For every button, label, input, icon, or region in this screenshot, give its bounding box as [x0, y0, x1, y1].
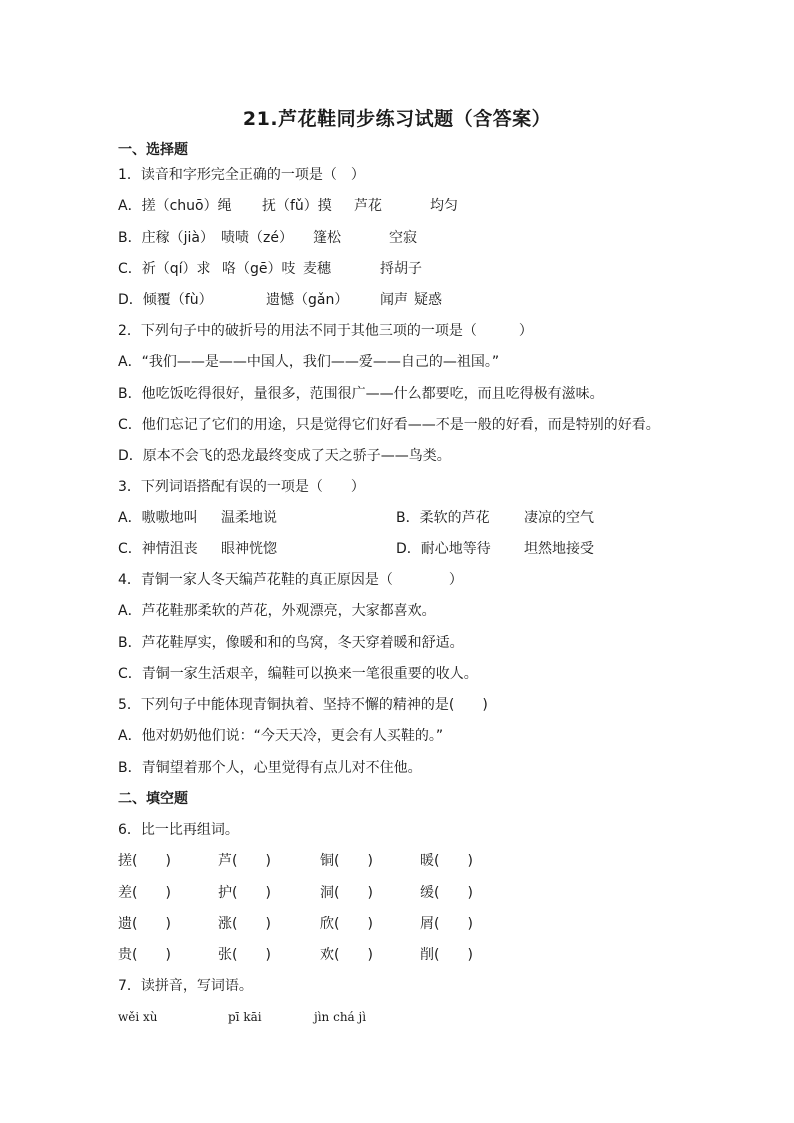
question-4-stem: 4．青铜一家人冬天编芦花鞋的真正原因是（ ） — [118, 572, 463, 588]
q5-option-b: B．青铜望着那个人，心里觉得有点儿对不住他。 — [118, 760, 422, 776]
q3-option-d-part2: 坦然地接受 — [524, 541, 594, 557]
question-5-stem: 5．下列句子中能体现青铜执着、坚持不懈的精神的是( ) — [118, 697, 488, 713]
q6-blank[interactable]: 护( ) — [218, 885, 271, 901]
q2-option-b: B．他吃饭吃得很好，量很多，范围很广——什么都要吃，而且吃得极有滋味。 — [118, 386, 604, 402]
q4-option-b: B．芦花鞋厚实，像暖和和的鸟窝，冬天穿着暖和舒适。 — [118, 635, 464, 651]
q1-option-b-part3: 篷松 — [313, 230, 341, 246]
q3-option-b-part2: 凄凉的空气 — [524, 510, 594, 526]
q1-option-c-part2: 咯（gē）吱 — [222, 261, 296, 277]
q1-option-c-part4: 捋胡子 — [380, 261, 422, 277]
q3-option-b-part1: B．柔软的芦花 — [396, 510, 490, 526]
q7-pinyin-2: pī kāi — [228, 1010, 262, 1024]
q3-option-c-part2: 眼神恍惚 — [221, 541, 277, 557]
q6-blank[interactable]: 屑( ) — [420, 916, 473, 932]
q2-option-d: D．原本不会飞的恐龙最终变成了天之骄子——鸟类。 — [118, 448, 451, 464]
q1-option-c-part3: 麦穗 — [303, 261, 331, 277]
q6-blank[interactable]: 削( ) — [420, 947, 473, 963]
q7-pinyin-3: jìn chá jì — [314, 1010, 367, 1024]
q3-option-a-part1: A．嗷嗷地叫 — [118, 510, 198, 526]
q3-option-c-part1: C．神情沮丧 — [118, 541, 198, 557]
q6-blank[interactable]: 搓( ) — [118, 853, 171, 869]
section-heading-fill: 二、填空题 — [118, 791, 188, 807]
page-title: 21.芦花鞋同步练习试题（含答案） — [242, 108, 552, 130]
q1-option-d-part4: 疑惑 — [414, 292, 442, 308]
question-1-stem: 1．读音和字形完全正确的一项是（ ） — [118, 167, 365, 183]
q2-option-a: A．“我们——是——中国人，我们——爱——自己的—祖国。” — [118, 354, 500, 370]
section-heading-choice: 一、选择题 — [118, 142, 188, 158]
q1-option-b-part4: 空寂 — [389, 230, 417, 246]
q1-option-b-part2: 啧啧（zé） — [221, 230, 293, 246]
q1-option-d-part3: 闻声 — [380, 292, 408, 308]
q3-option-a-part2: 温柔地说 — [221, 510, 277, 526]
q1-option-b-part1: B．庄稼（jià） — [118, 230, 214, 246]
q1-option-a-part3: 芦花 — [354, 198, 382, 214]
q6-blank[interactable]: 欣( ) — [320, 916, 373, 932]
q6-blank[interactable]: 缓( ) — [420, 885, 473, 901]
q6-blank[interactable]: 差( ) — [118, 885, 171, 901]
question-6-stem: 6．比一比再组词。 — [118, 822, 239, 838]
q1-option-d-part2: 遗憾（gǎn） — [266, 292, 349, 308]
q1-option-a-part2: 抚（fǔ）摸 — [262, 198, 332, 214]
q6-blank[interactable]: 铜( ) — [320, 853, 373, 869]
q2-option-c: C．他们忘记了它们的用途，只是觉得它们好看——不是一般的好看，而是特别的好看。 — [118, 417, 660, 433]
q6-blank[interactable]: 贵( ) — [118, 947, 171, 963]
q4-option-a: A．芦花鞋那柔软的芦花，外观漂亮，大家都喜欢。 — [118, 603, 436, 619]
q7-pinyin-1: wěi xù — [118, 1010, 158, 1024]
q1-option-a-part4: 均匀 — [430, 198, 458, 214]
q6-blank[interactable]: 洞( ) — [320, 885, 373, 901]
q6-blank[interactable]: 遗( ) — [118, 916, 171, 932]
q6-blank[interactable]: 欢( ) — [320, 947, 373, 963]
q6-blank[interactable]: 芦( ) — [218, 853, 271, 869]
question-7-stem: 7．读拼音，写词语。 — [118, 978, 253, 994]
question-2-stem: 2．下列句子中的破折号的用法不同于其他三项的一项是（ ） — [118, 323, 533, 339]
question-3-stem: 3．下列词语搭配有误的一项是（ ） — [118, 479, 365, 495]
q6-blank[interactable]: 张( ) — [218, 947, 271, 963]
q4-option-c: C．青铜一家生活艰辛，编鞋可以换来一笔很重要的收人。 — [118, 666, 478, 682]
q6-blank[interactable]: 暖( ) — [420, 853, 473, 869]
q5-option-a: A．他对奶奶他们说：“今天天冷，更会有人买鞋的。” — [118, 728, 444, 744]
q1-option-a-part1: A．搓（chuō）绳 — [118, 198, 232, 214]
q1-option-d-part1: D．倾覆（fù） — [118, 292, 213, 308]
q3-option-d-part1: D．耐心地等待 — [396, 541, 491, 557]
q6-blank[interactable]: 涨( ) — [218, 916, 271, 932]
q1-option-c-part1: C．祈（qí）求 — [118, 261, 211, 277]
